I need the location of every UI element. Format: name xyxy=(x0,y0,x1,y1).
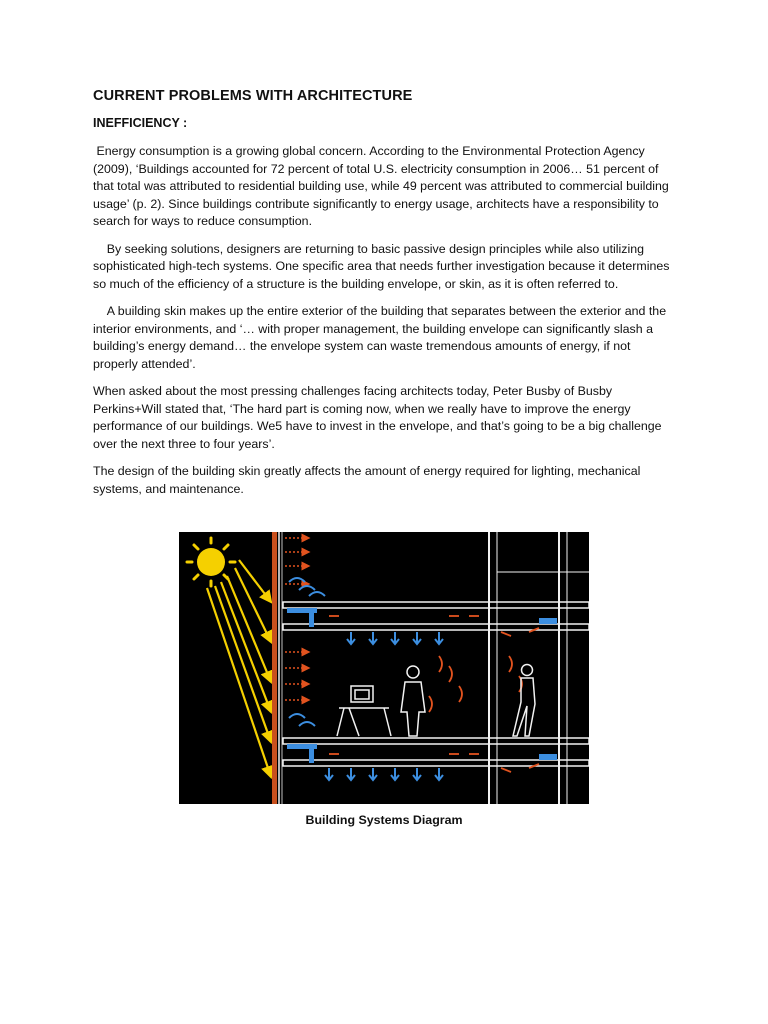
page-title: CURRENT PROBLEMS WITH ARCHITECTURE xyxy=(93,88,413,104)
paragraph-1: Energy consumption is a growing global concern. According to the Environmental Protection Agency (2009), ‘Buildings accounted for 72 percent of total U.S. electricity consumption in 2006… 51 percent of that total was attributed to residential building use, while 49 percent was attributed to commercial building usage’ (p. 2). Since buildings contribute significantly to energy usage, architects have a responsibility to search for ways to reduce consumption. xyxy=(93,144,673,228)
exterior-heat-arrows xyxy=(285,538,309,700)
diagram-illustration xyxy=(179,532,589,804)
document-page xyxy=(93,88,677,508)
paragraph-2: By seeking solutions, designers are returning to basic passive design principles while also utilizing sophisticated high-tech systems. One specific area that needs further investigation because it determines so much of the efficiency of a structure is the building envelope, or skin, as it is often referred to. xyxy=(93,241,673,291)
paragraph-4: When asked about the most pressing challenges facing architects today, Peter Busby of Busby Perkins+Will stated that, ‘The hard part is coming now, when we really have to improve the energy performance of our buildings. We5 have to invest in the envelope, and that’s going to be a big challenge over the next three to four years’. xyxy=(93,384,662,451)
paragraph-3: A building skin makes up the entire exterior of the building that separates between the exterior and the interior environments, and ‘… with proper management, the building envelope can significantly slash a building’s energy demand… the envelope system can waste tremendous amounts of energy, if not properly attended’. xyxy=(93,304,670,371)
section-heading: INEFFICIENCY : xyxy=(93,116,188,130)
warm-air-flow xyxy=(329,616,539,772)
building-systems-diagram xyxy=(179,532,589,804)
paragraph-5: The design of the building skin greatly affects the amount of energy required for lighting, mechanical systems, and maintenance. xyxy=(93,464,641,496)
building-envelope xyxy=(272,532,282,804)
figure-caption: Building Systems Diagram xyxy=(305,813,463,827)
desk-with-computer xyxy=(337,686,391,736)
sunlight-rays xyxy=(207,560,271,777)
person-figure xyxy=(401,666,425,736)
floor-slabs xyxy=(283,532,589,804)
walking-person-figure xyxy=(513,665,535,737)
